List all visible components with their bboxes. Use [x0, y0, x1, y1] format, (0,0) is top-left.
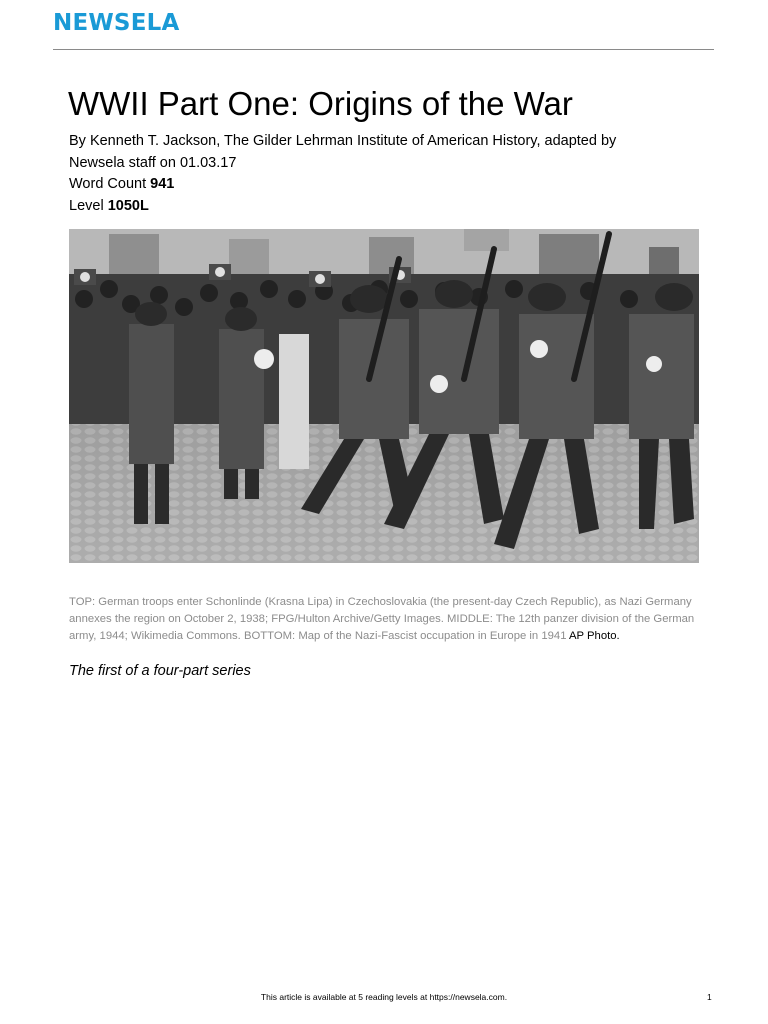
article-meta	[69, 131, 709, 217]
page-number: 1	[707, 992, 712, 1002]
word-count-label: Word Count	[69, 176, 147, 192]
caption-text: TOP: German troops enter Schonlinde (Krasna Lipa) in Czechoslovakia (the present-day Czech Republic), as Nazi Germany annexes the region on October 2, 1938; FPG/Hulton Archive/Getty Images. MIDDLE: The 12th panzer division of the German army, 1944; Wikimedia Commons. BOTTOM: Map of the Nazi-Fascist occupation in Europe in 1941	[69, 596, 695, 642]
article-photo	[69, 229, 699, 563]
reading-level	[69, 196, 709, 218]
series-note: The first of a four-part series	[69, 663, 251, 679]
photo-caption	[69, 594, 709, 645]
level-value: 1050L	[107, 197, 149, 214]
newsela-logo[interactable]: NEWSELA	[53, 10, 180, 36]
caption-credit: AP Photo.	[569, 630, 620, 642]
word-count	[69, 174, 709, 196]
article-title: WWII Part One: Origins of the War	[68, 85, 573, 122]
byline-line-1: By Kenneth T. Jackson, The Gilder Lehrman Institute of American History, adapted by	[69, 133, 617, 149]
level-label: Level	[69, 197, 104, 214]
photo-illustration	[69, 229, 699, 563]
word-count-value: 941	[150, 176, 175, 192]
header-divider	[53, 49, 714, 50]
footer-availability: This article is available at 5 reading levels at https://newsela.com.	[260, 992, 508, 1002]
byline-line-2: Newsela staff on 01.03.17	[69, 154, 237, 171]
